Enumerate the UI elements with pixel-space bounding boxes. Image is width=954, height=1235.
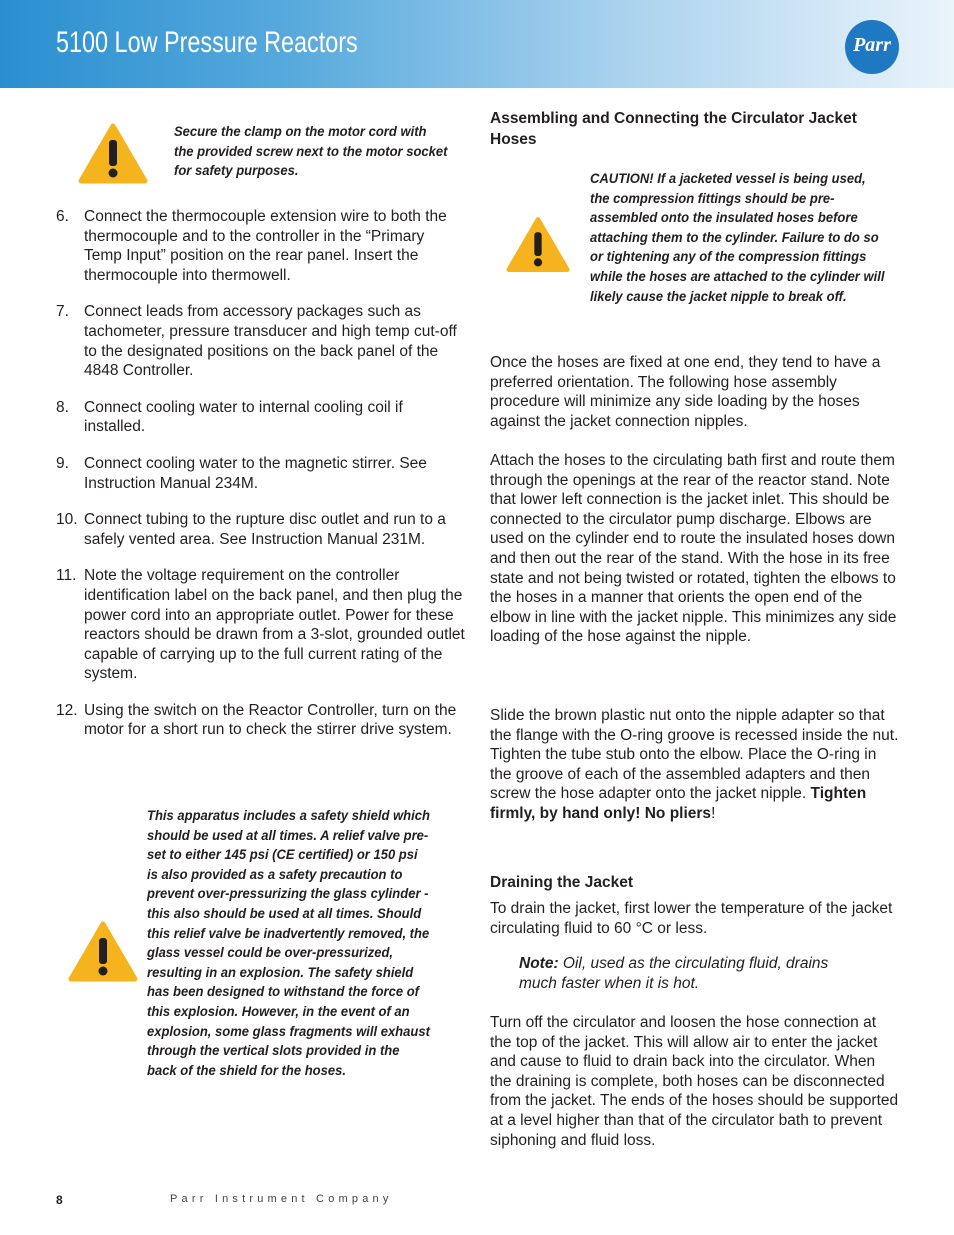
page-number: 8 bbox=[56, 1193, 63, 1207]
paragraph-text: Slide the brown plastic nut onto the nipple adapter so that the flange with the O-ring groove is recessed inside the nut. Tighten the tube stub onto the elbow. Place the O-ring in the groove of each of the assembled adapters and then screw the hose adapter onto the jacket nipple. bbox=[490, 707, 899, 803]
step-number: 12. bbox=[56, 701, 78, 719]
step-number: 6. bbox=[56, 208, 69, 225]
step-number: 11. bbox=[56, 567, 77, 585]
step-text: Connect cooling water to internal cooling coil if installed. bbox=[84, 398, 403, 436]
caution-motor-cord: Secure the clamp on the motor cord with the provided screw next to the motor socket for safety purposes. bbox=[174, 123, 448, 179]
list-item bbox=[56, 207, 466, 285]
step-text: Connect leads from accessory packages such as tachometer, pressure transducer and high temp cut-off to the designated positions on the back panel of the 4848 Controller. bbox=[84, 303, 457, 380]
list-item bbox=[56, 302, 466, 380]
list-item bbox=[56, 398, 466, 437]
step-number: 9. bbox=[56, 454, 69, 472]
note-text: Oil, used as the circulating fluid, drains much faster when it is hot. bbox=[519, 955, 829, 992]
section-heading-draining: Draining the Jacket bbox=[490, 874, 633, 891]
list-item bbox=[56, 701, 466, 740]
paragraph-end: ! bbox=[711, 804, 716, 822]
step-text: Note the voltage requirement on the controller identification label on the back panel, and then plug the power cord into an appropriate outlet. Power for these reactors should be drawn from a 3-slot, grounded outlet capable of carrying up to the full current rating of the system. bbox=[84, 567, 465, 683]
paragraph-turn-off-circulator: Turn off the circulator and loosen the hose connection at the top of the jacket. This will allow air to enter the jacket and cause to fluid to drain back into the circulator. When the draining is complete, both hoses can be disconnected from the jacket. The ends of the hoses should be supported at a level higher than that of the circulator bath to prevent siphoning and fluid loss. bbox=[490, 1014, 899, 1149]
warning-triangle-icon bbox=[78, 123, 148, 185]
step-number: 8. bbox=[56, 398, 69, 416]
warning-triangle-icon bbox=[68, 921, 138, 983]
step-text: Connect tubing to the rupture disc outlet and run to a safely vented area. See Instruction Manual 231M. bbox=[84, 511, 446, 548]
logo-text: Parr bbox=[853, 34, 891, 56]
section-heading-hoses: Assembling and Connecting the Circulator Jacket Hoses bbox=[490, 110, 857, 148]
page-header bbox=[0, 0, 954, 88]
warning-triangle-icon bbox=[506, 216, 570, 274]
page-title: 5100 Low Pressure Reactors bbox=[56, 26, 358, 59]
paragraph-hose-orientation: Once the hoses are fixed at one end, they tend to have a preferred orientation. The following hose assembly procedure will minimize any side loading by the hoses against the jacket connection nipples. bbox=[490, 354, 881, 430]
footer-company-name: Parr Instrument Company bbox=[170, 1193, 393, 1205]
step-number: 7. bbox=[56, 303, 69, 321]
list-item bbox=[56, 454, 466, 493]
parr-logo bbox=[845, 20, 899, 74]
caution-compression-fittings: CAUTION! If a jacketed vessel is being used, the compression fittings should be pre-assembled onto the insulated hoses before attaching them to the cylinder. Failure to do so or tightening any of the compression fittings while the hoses are attached to the cylinder will likely cause the jacket nipple to break off. bbox=[590, 170, 885, 304]
step-text: Connect the thermocouple extension wire to both the thermocouple and to the controller in the “Primary Temp Input” position on the rear panel. Insert the thermocouple into thermowell. bbox=[84, 208, 447, 284]
paragraph-drain-temperature: To drain the jacket, first lower the temperature of the jacket circulating fluid to 60 °C or less. bbox=[490, 900, 893, 937]
step-text: Connect cooling water to the magnetic stirrer. See Instruction Manual 234M. bbox=[84, 454, 427, 492]
step-number: 10. bbox=[56, 511, 78, 529]
paragraph-attach-hoses: Attach the hoses to the circulating bath first and route them through the openings at the rear of the reactor stand. Note that lower left connection is the jacket inlet. This should be connected to the circulator pump discharge. Elbows are used on the cylinder end to route the insulated hoses down and then out the rear of the stand. With the hose in its free state and not being twisted or rotated, tighten the elbows to the hoses in a manner that orients the open end of the elbow in line with the jacket nipple. This minimizes any side loading of the hose against the nipple. bbox=[490, 452, 897, 646]
paragraph-nipple-adapter bbox=[490, 706, 900, 824]
right-column bbox=[490, 108, 900, 150]
step-text: Using the switch on the Reactor Controller, turn on the motor for a short run to check the stirrer drive system. bbox=[84, 701, 457, 739]
emphasis-text: Tighten firmly, by hand only! No pliers bbox=[490, 785, 867, 822]
note-label: Note: bbox=[519, 955, 559, 972]
assembly-steps-list bbox=[56, 207, 466, 757]
list-item bbox=[56, 510, 466, 549]
note-oil bbox=[519, 954, 839, 993]
list-item bbox=[56, 566, 466, 684]
caution-safety-shield: This apparatus includes a safety shield which should be used at all times. A relief valve pre-set to either 145 psi (CE certified) or 150 psi is also provided as a safety precaution to prevent over-pressurizing the glass cylinder - this also should be used at all times. Should this relief valve be inadvertently removed, the glass vessel could be over-pressurized, resulting in an explosion. The safety shield has been designed to withstand the force of this explosion. However, in the event of an explosion, some glass fragments will exhaust through the vertical slots provided in the back of the shield for the hoses. bbox=[147, 807, 430, 1078]
